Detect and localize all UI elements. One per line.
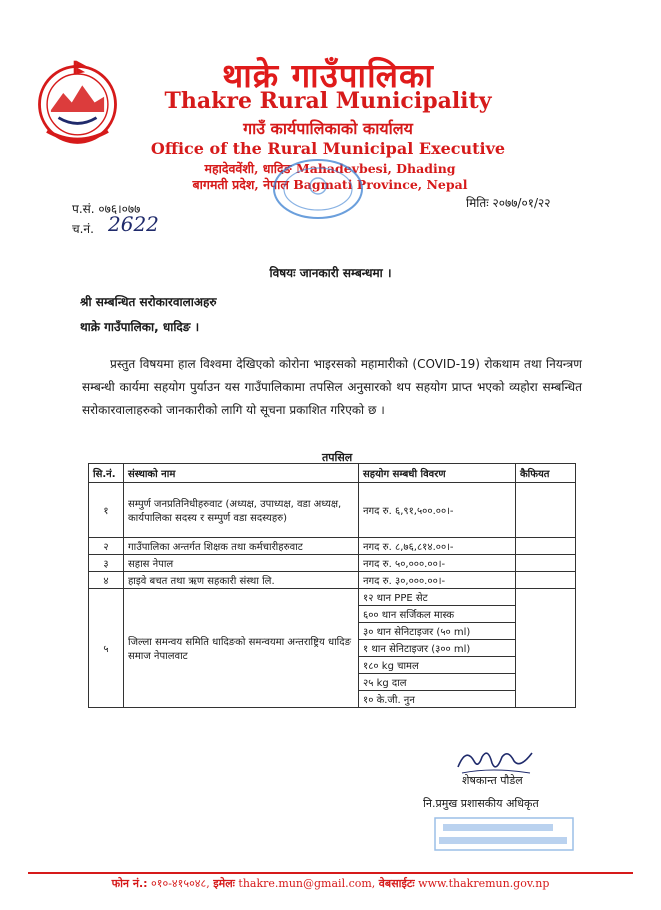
address-line-1: महादेववेंशी, धादिङ Mahadevbesi, Dhading xyxy=(204,161,456,176)
official-stamp-icon xyxy=(433,815,575,853)
recipient-line-2: थाक्रे गाउँपालिका, धादिङ । xyxy=(80,320,200,334)
address-line-2: बागमती प्रदेश, नेपाल Bagmati Province, Nepal xyxy=(192,177,468,192)
municipality-name-english: Thakre Rural Municipality xyxy=(164,88,492,114)
row-details: २५ kg दाल xyxy=(359,674,516,691)
reference-number: प.सं. ०७६।०७७ xyxy=(72,202,141,216)
letter-body: प्रस्तुत विषयमा हाल विश्वमा देखिएको कोरोना भाइरसको महामारीको (COVID-19) रोकथाम तथा नियन्त्रण सम्बन्धी कार्यमा सहयोग पुर्याउन यस गाउँपालिकामा तपसिल अनुसारको थप सहयोग प्राप्त भएको व्यहोरा सम्बन्धित सरोकारवालाहरुको जानकारीको लागि यो सूचना प्रकाशित गरिएको छ । xyxy=(82,357,582,417)
row-details: नगद रु. ३०,०००.००।- xyxy=(359,572,516,589)
row-details: १२ थान PPE सेट xyxy=(359,589,516,606)
row-details: नगद रु. ५०,०००.००।- xyxy=(359,555,516,572)
phone-number: ०१०-४१५०४८, xyxy=(151,877,210,890)
header-serial: सि.नं. xyxy=(89,464,124,483)
row-details: १८० kg चामल xyxy=(359,657,516,674)
website-label: वेबसाईटः xyxy=(378,877,415,890)
row-details: १ थान सेनिटाइजर (३०० ml) xyxy=(359,640,516,657)
header-organization: संस्थाको नाम xyxy=(124,464,359,483)
row-details: नगद रु. ८,७६,८१४.००।- xyxy=(359,538,516,555)
row-serial: ४ xyxy=(89,572,124,589)
table-row xyxy=(89,572,576,589)
recipient-line-1: श्री सम्बन्धित सरोकारवालाअहरु xyxy=(80,295,217,309)
office-seal-icon xyxy=(272,158,364,220)
row-remarks xyxy=(516,538,576,555)
row-organization: गाउँपालिका अन्तर्गत शिक्षक तथा कर्मचारीहरुवाट xyxy=(124,538,359,555)
table-row xyxy=(89,589,576,606)
row-remarks xyxy=(516,483,576,538)
row-serial: १ xyxy=(89,483,124,538)
signatory-name: शेषकान्त पौडेल xyxy=(462,774,523,787)
table-row xyxy=(89,538,576,555)
signatory-title: नि.प्रमुख प्रशासकीय अधिकृत xyxy=(423,797,539,810)
row-serial: ५ xyxy=(89,589,124,708)
row-organization: सहास नेपाल xyxy=(124,555,359,572)
row-details: नगद रु. ६,९१,५००.००।- xyxy=(359,483,516,538)
row-details: ३० थान सेनिटाइजर (५० ml) xyxy=(359,623,516,640)
footer-contact xyxy=(0,876,661,891)
row-serial: ३ xyxy=(89,555,124,572)
assistance-table xyxy=(88,463,576,708)
row-remarks xyxy=(516,555,576,572)
row-organization: सम्पुर्ण जनप्रतिनिधीहरुवाट (अध्यक्ष, उपाध्यक्ष, वडा अध्यक्ष, कार्यपालिका सदस्य र सम्पुर्ण वडा सदस्यहरु) xyxy=(124,483,359,538)
row-organization: हाइवे बचत तथा ऋण सहकारी संस्था लि. xyxy=(124,572,359,589)
table-caption: तपसिल xyxy=(322,451,353,464)
table-header-row xyxy=(89,464,576,483)
header-details: सहयोग सम्बधी विवरण xyxy=(359,464,516,483)
email-address: thakre.mun@gmail.com, xyxy=(238,877,376,890)
row-serial: २ xyxy=(89,538,124,555)
table-row xyxy=(89,483,576,538)
email-label: इमेलः xyxy=(213,877,235,890)
row-details: १० के.जी. नुन xyxy=(359,691,516,708)
table-row xyxy=(89,555,576,572)
municipality-name-nepali: थाक्रे गाउँपालिका xyxy=(222,56,434,95)
row-details: ६०० थान सर्जिकल मास्क xyxy=(359,606,516,623)
row-remarks xyxy=(516,589,576,708)
header-remarks: कैफियत xyxy=(516,464,576,483)
footer-divider xyxy=(28,872,633,874)
municipality-emblem-icon xyxy=(30,55,125,150)
letter-date: मितिः २०७७/०१/२२ xyxy=(466,196,551,210)
website-url: www.thakremun.gov.np xyxy=(418,877,550,890)
row-organization: जिल्ला समन्वय समिति धादिङको समन्वयमा अन्तराष्ट्रिय धादिङ समाज नेपालवाट xyxy=(124,589,359,708)
dispatch-number-label: च.नं. xyxy=(72,222,94,236)
dispatch-number-value: 2622 xyxy=(108,212,159,236)
phone-label: फोन नं.: xyxy=(111,877,148,890)
office-name-english: Office of the Rural Municipal Executive xyxy=(150,139,506,158)
row-remarks xyxy=(516,572,576,589)
letter-subject: विषयः जानकारी सम्बन्धमा । xyxy=(269,266,392,280)
office-name-nepali: गाउँ कार्यपालिकाको कार्यालय xyxy=(243,119,413,138)
